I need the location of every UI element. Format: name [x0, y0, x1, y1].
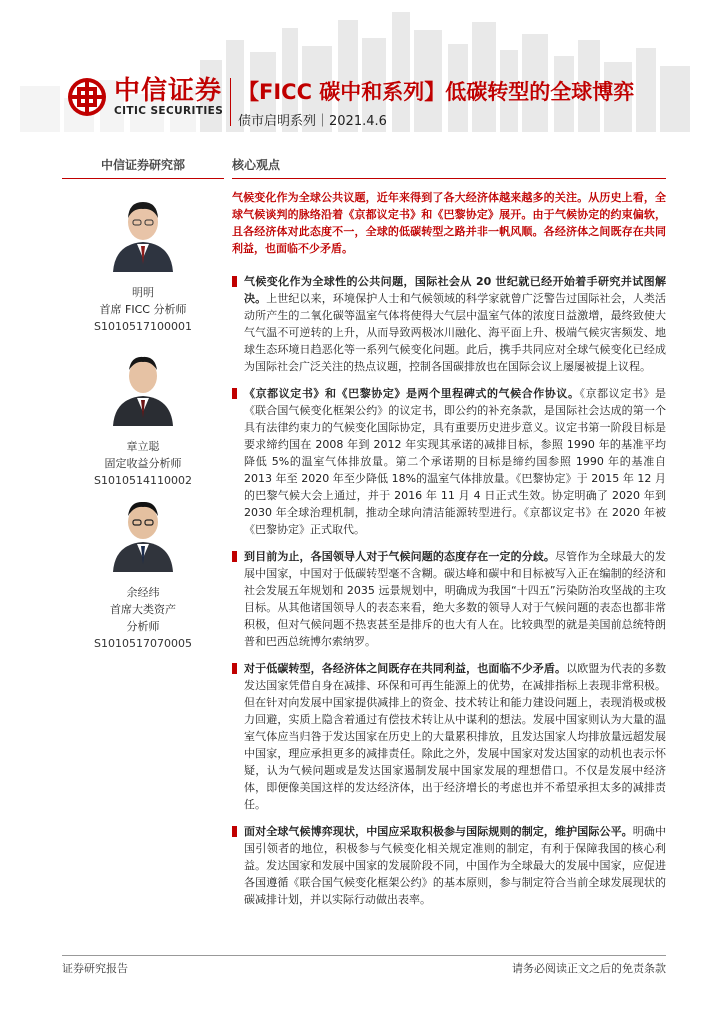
analyst-role: 首席 FICC 分析师: [99, 303, 187, 316]
report-title: 【FICC 碳中和系列】低碳转型的全球博弈: [238, 80, 635, 104]
summary-paragraph: 气候变化作为全球公共议题，近年来得到了各大经济体越来越多的关注。从历史上看，全球气候谈判的脉络沿着《京都议定书》和《巴黎协定》展开。由于气候协定的约束偏软，且各经济体对此态度不一，全球的低碳转型之路并非一帆风顺。各经济体之间既存在共同利益，也面临不少矛盾。: [232, 191, 666, 255]
key-point-lead: 到目前为止，各国领导人对于气候问题的态度存在一定的分歧。: [244, 550, 556, 563]
bullet-marker: [232, 551, 237, 562]
key-point: [232, 660, 666, 813]
logo-chinese-name: 中信证券: [114, 76, 223, 106]
key-point-body: 上世纪以来，环境保护人士和气候领域的科学家就曾广泛警告过国际社会，人类活动所产生的二氧化碳等温室气体将使得大气层中温室气体的浓度日益激增，最终致使大气气温不可逆转的上升，从而导致两极冰川融化、海平面上升、极端气候灾害频发、地球生态环境日趋恶化等一系列气候变化问题。此后，携手共同应对全球气候变化已经成为国际社会广泛关注的热点议题，控制各国碳排放也在国际会议上屡屡被提上议程。: [244, 292, 666, 373]
brand-logo: [66, 76, 223, 118]
analyst-license-id: S1010514110002: [94, 474, 192, 487]
key-point-body: 尽管作为全球最大的发展中国家，中国对于低碳转型毫不含糊。碳达峰和碳中和目标被写入正在编制的经济和社会发展五年规划和 2035 远景规划中，明确成为我国“十四五”污染防治攻坚战的主攻目标。从其他诸国领导人的表态来看，绝大多数的领导人对于气候问题的表态也都非常积极，但对气候问题不热衷甚至是排斥的也大有人在。比较典型的就是美国前总统特朗普和巴西总统博尔索纳罗。: [244, 550, 667, 648]
analyst-card: [62, 346, 224, 489]
analyst-license-id: S1010517070005: [94, 637, 192, 650]
key-point-lead: 面对全球气候博弈现状，中国应采取积极参与国际规则的制定，维护国际公平。: [244, 825, 633, 838]
core-views-section: [232, 156, 666, 908]
key-point: [232, 548, 666, 650]
bullet-marker: [232, 663, 237, 674]
analyst-role: 首席大类资产: [110, 603, 176, 616]
key-point-lead: 《京都议定书》和《巴黎协定》是两个里程碑式的气候合作协议。: [244, 387, 580, 400]
header-divider: [230, 78, 231, 126]
key-point: [232, 823, 666, 908]
key-point-lead: 对于低碳转型，各经济体之间既存在共同利益，也面临不少矛盾。: [244, 662, 567, 675]
bullet-marker: [232, 276, 237, 287]
analyst-sidebar: [62, 156, 224, 650]
analyst-name: 余经纬: [126, 586, 160, 599]
analyst-license-id: S1010517100001: [94, 320, 192, 333]
footer-report-type: 证券研究报告: [62, 962, 128, 975]
analyst-name: 章立聪: [126, 440, 160, 453]
key-point-body: 以欧盟为代表的多数发达国家凭借自身在减排、环保和可再生能源上的优势，在减排指标上表现非常积极。但在针对向发展中国家提供减排上的资金、技术转让和能力建设问题上，表现消极或极力回避，实质上隐含着通过有偿技术转让从中谋利的想法。发展中国家则认为大量的温室气体应当归咎于发达国家在历史上的大量累积排放，且发达国家人均排放量远超发展中国家，理应承担更多的减排责任。除此之外，发展中国家对发达国家的动机也表示怀疑，认为气候问题或是发达国家遏制发展中国家发展的理想借口。不仅是发展中经济体，即便像美国这样的发达经济体，出于经济增长的考虑也并不希望承担太多的减排责任。: [244, 662, 667, 811]
bullet-marker: [232, 388, 237, 399]
report-header: [0, 0, 724, 132]
analyst-card: [62, 192, 224, 335]
key-point-body: 明确中国引领者的地位，积极参与气候变化相关规定准则的制定，有利于保障我国的核心利益。发达国家和发展中国家的发展阶段不同，中国作为全球最大的发展中国家，应促进各国遵循《联合国气候变化框架公约》的基本原则，参与制定符合当前全球发展现状的碳减排计划，并以实际行动做出表率。: [244, 825, 666, 906]
analyst-card: [62, 492, 224, 652]
bullet-marker: [232, 826, 237, 837]
analyst-role: 固定收益分析师: [104, 457, 182, 470]
analyst-name: 明明: [132, 286, 154, 299]
key-point: [232, 385, 666, 538]
analyst-role-continued: 分析师: [126, 620, 160, 633]
key-point: [232, 273, 666, 375]
key-point-lead: 气候变化作为全球性的公共问题，国际社会从 20 世纪就已经开始着手研究并试图解决。: [244, 275, 666, 305]
report-subtitle: 债市启明系列｜2021.4.6: [238, 114, 387, 129]
core-views-heading: 核心观点: [232, 156, 666, 179]
analyst-portrait-icon: [107, 192, 179, 272]
footer-disclaimer: 请务必阅读正文之后的免责条款: [512, 962, 666, 975]
footer-divider: [62, 955, 666, 956]
analyst-portrait-icon: [107, 346, 179, 426]
citic-logo-icon: [66, 76, 108, 118]
research-dept-heading: 中信证券研究部: [62, 156, 224, 179]
analyst-portrait-icon: [107, 492, 179, 572]
key-point-body: 《京都议定书》是《联合国气候变化框架公约》的议定书，即公约的补充条款，是国际社会达成的第一个具有法律约束力的气候变化国际协定，具有重要历史进步意义。议定书第一阶段目标是要求缔约国在 2008 年到 2012 年实现其承诺的减排目标，参照 1990 年的基准平均降低 5%的温室气体排放量。第二个承诺期的目标是缔约国参照 1990 年的基准自 2013 年至 2020 年至少降低 18%的温室气体排放量。《巴黎协定》于 2015 年 12 月的巴黎气候大会上通过，并于 2016 年 11 月 4 日正式生效。协定明确了 2020 年到 2030 年全球治理机制，推动全球向清洁能源转型进行。《京都议定书》在 2020 年被《巴黎协定》正式取代。: [244, 387, 667, 536]
logo-english-name: CITIC SECURITIES: [114, 105, 224, 117]
